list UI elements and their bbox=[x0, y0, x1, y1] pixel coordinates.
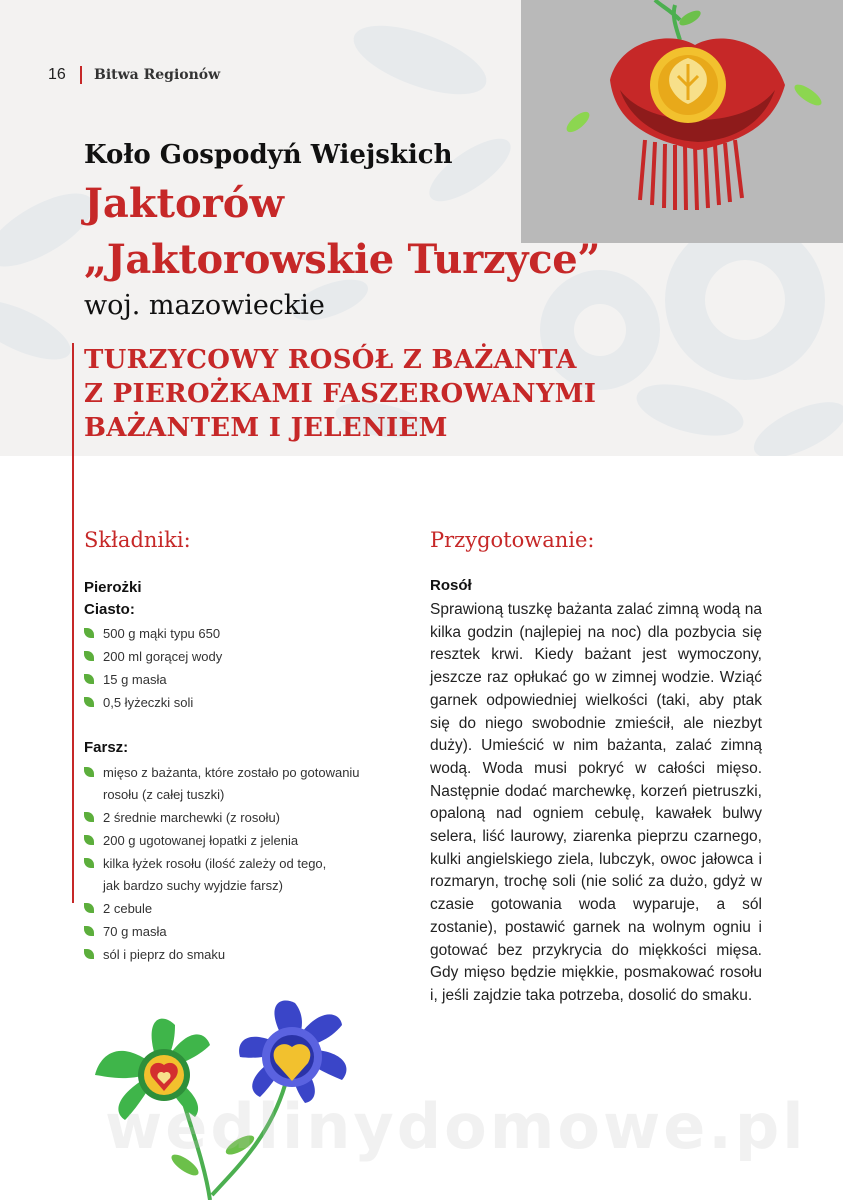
title-accent-bar bbox=[72, 343, 74, 903]
green-leaf-icon bbox=[84, 835, 94, 845]
list-item: 200 g ugotowanej łopatki z jelenia bbox=[84, 829, 360, 852]
dish-title-line: Z PIEROŻKAMI FASZEROWANYMI bbox=[84, 379, 597, 409]
dish-title bbox=[84, 343, 596, 445]
list-item: 70 g masła bbox=[84, 920, 360, 943]
green-leaf-icon bbox=[84, 651, 94, 661]
filling-list bbox=[84, 761, 360, 966]
dish-title-line: BAŻANTEM I JELENIEM bbox=[84, 413, 448, 443]
preparation-heading: Przygotowanie: bbox=[430, 528, 595, 552]
dough-title: Ciasto: bbox=[84, 601, 135, 618]
dough-list bbox=[84, 622, 222, 714]
region: woj. mazowieckie bbox=[84, 290, 325, 321]
list-item: kilka łyżek rosołu (ilość zależy od tego, jak bardzo suchy wyjdzie farsz) bbox=[84, 852, 360, 897]
green-leaf-icon bbox=[84, 858, 94, 868]
folk-flower-red-icon bbox=[560, 0, 843, 215]
list-item: 2 cebule bbox=[84, 897, 360, 920]
green-leaf-icon bbox=[84, 767, 94, 777]
organization-type: Koło Gospodyń Wiejskich bbox=[84, 140, 453, 170]
green-leaf-icon bbox=[84, 674, 94, 684]
preparation-subheading: Rosół bbox=[430, 577, 472, 594]
green-leaf-icon bbox=[84, 812, 94, 822]
ingredients-heading: Składniki: bbox=[84, 528, 191, 552]
green-leaf-icon bbox=[84, 903, 94, 913]
organization-name-line1: Jaktorów bbox=[84, 180, 284, 227]
green-leaf-icon bbox=[84, 926, 94, 936]
header-divider bbox=[80, 66, 82, 84]
filling-title: Farsz: bbox=[84, 739, 129, 756]
watermark: wedlinydomowe.pl bbox=[105, 1090, 807, 1163]
green-leaf-icon bbox=[84, 949, 94, 959]
list-item: 2 średnie marchewki (z rosołu) bbox=[84, 806, 360, 829]
green-leaf-icon bbox=[84, 628, 94, 638]
organization-name-line2: „Jaktorowskie Turzyce” bbox=[84, 236, 601, 283]
preparation-text: Sprawioną tuszkę bażanta zalać zimną wodą na kilka godzin (najlepiej na noc) dla pozbycia się resztek krwi. Kiedy bażant jest wymoczony, jeszcze raz opłukać go w zimnej wodzie. Wziąć garnek odpowiedniej wielkości (taki, aby ptak się do niego swobodnie zmieścił, ale niezbyt duży). Umieścić w nim bażanta, zalać zimną wodą. Woda musi pokryć w całości mięso. Następnie dodać marchewkę, korzeń pietruszki, opaloną nad ogniem cebulę, kawałek bulwy selera, liść laurowy, ziarenka pieprzu czarnego, kulki angielskiego ziela, lubczyk, owoc jałowca i rozmaryn, trochę soli (nie solić za dużo, gdyż w czasie gotowania woda wyparuje, a sól zostanie), postawić garnek na wolnym ogniu i gotować bez przykrycia do miękkości mięsa. Gdy mięso będzie miękkie, posmakować rosołu i, jeśli zajdzie taka potrzeba, dosolić do smaku. bbox=[430, 601, 762, 1004]
section-name: Bitwa Regionów bbox=[94, 67, 221, 83]
list-item: 15 g masła bbox=[84, 668, 222, 691]
ingredients-group-title: Pierożki bbox=[84, 579, 142, 596]
list-item: 200 ml gorącej wody bbox=[84, 645, 222, 668]
page-number: 16 bbox=[48, 66, 66, 83]
list-item: 0,5 łyżeczki soli bbox=[84, 691, 222, 714]
dish-title-line: TURZYCOWY ROSÓŁ Z BAŻANTA bbox=[84, 345, 577, 375]
green-leaf-icon bbox=[84, 697, 94, 707]
list-item: sól i pieprz do smaku bbox=[84, 943, 360, 966]
list-item: mięso z bażanta, które zostało po gotowaniu rosołu (z całej tuszki) bbox=[84, 761, 360, 806]
list-item: 500 g mąki typu 650 bbox=[84, 622, 222, 645]
